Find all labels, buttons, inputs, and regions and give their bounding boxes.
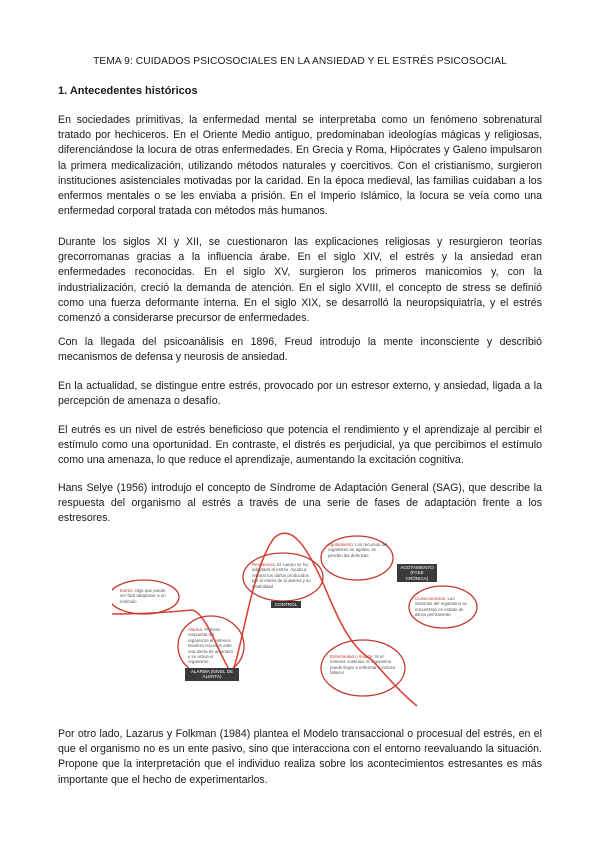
enfermedad-note-head: Enfermedad o muerte: (330, 654, 374, 659)
paragraph-3: Con la llegada del psicoanálisis en 1896, Freud introdujo la mente inconsciente y describió mecanismos de defensa y neurosis de ansiedad. (58, 336, 542, 364)
paragraph-5: El eutrés es un nivel de estrés beneficioso que potencia el rendimiento y el aprendizaje al percibir el estímulo como una oportunidad. En contraste, el distrés es perjudicial, ya que percibimos el estímulo como una amenaza, lo que reduce el aprendizaje, aumentando la excitación cognitiva. (58, 424, 542, 467)
paragraph-1: En sociedades primitivas, la enfermedad mental se interpretaba como un fenómeno sobrenatural tratado por hechiceros. En el Oriente Medio antiguo, predominaban ideologías mágicas y religiosas, diferenciándose la locura de otras enfermedades. En Grecia y Roma, Hipócrates y Galeno impulsaron la primera medicalización, utilizando métodos naturales y coercitivos. Con el cristianismo, surgieron instituciones asistenciales motivadas por la caridad. En la época medieval, las familias cuidaban a los enfermos mentales o se les enviaba a prisión. En el Imperio Islámico, la locura se veía como una enfermedad corporal tratada con métodos más humanos. (58, 114, 542, 218)
paragraph-6: Hans Selye (1956) introdujo el concepto de Síndrome de Adaptación General (SAG), que describe la respuesta del organismo al estrés a través de una serie de fases de adaptación frente a los estresores. (58, 482, 542, 525)
paragraph-7: Por otro lado, Lazarus y Folkman (1984) plantea el Modelo transaccional o procesual del estrés, en el que el organismo no es un ente pasivo, sino que interacciona con el entorno reevaluando la situación. Propone que la interpretación que el individuo realiza sobre los acontecimientos estresantes es más importante que el hecho de experimentarlos. (58, 728, 542, 786)
sag-diagram-graphic (112, 528, 490, 710)
sag-diagram (112, 528, 490, 710)
paragraph-4: En la actualidad, se distingue entre estrés, provocado por un estresor externo, y ansiedad, ligada a la percepción de amenaza o desafío. (58, 380, 542, 408)
consecuencias-note (415, 596, 473, 618)
consecuencias-note-head: Consecuencias: (415, 596, 447, 601)
resistencia-note-body: El cuerpo se ha adaptado al estrés. Ayuda a reparar los daños producidos por el estrés de la alarma y su estabilidad (252, 562, 311, 589)
stress-curve (112, 533, 417, 706)
document-title: TEMA 9: CUIDADOS PSICOSOCIALES EN LA ANSIEDAD Y EL ESTRÉS PSICOSOCIAL (93, 56, 507, 67)
consecuencias-note-body: Los sistemas del organismo se encuentran en estado de alerta permanente (415, 596, 467, 618)
alarma-note-head: Alarma: (188, 627, 204, 632)
section-heading: 1. Antecedentes históricos (58, 85, 198, 97)
estres-note-head: Estrés: (120, 588, 134, 593)
agotamiento-note-head: Agotamiento: (328, 542, 354, 547)
alarma-note (188, 627, 234, 665)
agotamiento-note-body: Los recursos del organismo se agotan, se pierden las defensas (328, 542, 388, 558)
resistencia-note (252, 562, 314, 589)
enfermedad-note-body: Si el estresor continúa, el organismo puede llegar a enfermar o incluso fallecer (330, 654, 396, 676)
agotamiento-tag: AGOTAMIENTO (FASE CRÓNICA) (397, 564, 437, 582)
alarma-note-body: Primera respuesta del organismo al estresor. Moviliza recursos ante una alerta de amenaza y se activa el organismo (188, 627, 233, 665)
estres-note-body: Algo que puede ser fácil adaptarse a un estímulo (120, 588, 166, 604)
estres-note (120, 588, 172, 604)
alarma-tag: ALARMA (NIVEL DE ALERTA) (185, 668, 239, 681)
agotamiento-note (328, 542, 388, 558)
resistencia-note-head: Resistencia: (252, 562, 276, 567)
resistencia-tag: CONTROL (271, 601, 301, 608)
paragraph-2: Durante los siglos XI y XII, se cuestionaron las explicaciones religiosas y resurgieron teorías grecorromanas gracias a la influencia árabe. En el siglo XIV, el estrés y la ansiedad eran enfermedades reconocidas. En el siglo XV, surgieron los primeros manicomios y, con la industrialización, creció la demanda de atención. En el siglo XVIII, el concepto de stress se definió como una fuerza deformante interna. En el siglo XIX, se desarrolló la neuropsiquiatría, y el estrés comenzó a considerarse precursor de enfermedades. (58, 236, 542, 325)
enfermedad-note (330, 654, 396, 676)
